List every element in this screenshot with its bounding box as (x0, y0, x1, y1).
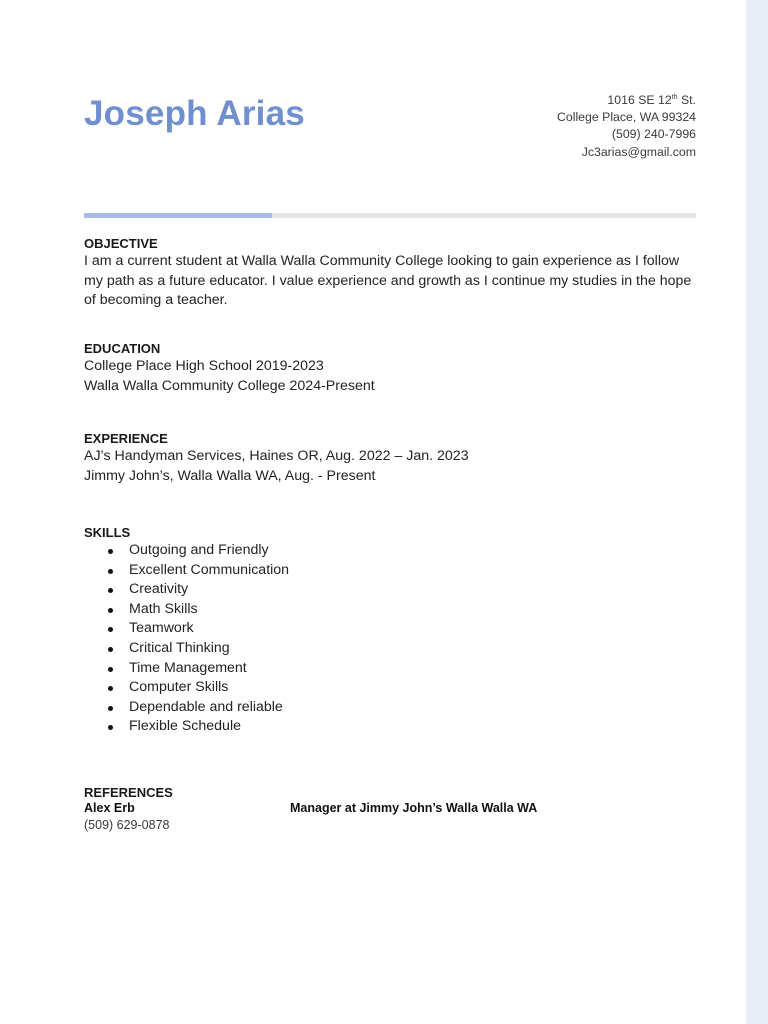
skill-item: Time Management (84, 659, 696, 679)
bullet-icon (108, 549, 113, 554)
reference-name: Alex Erb (84, 801, 135, 815)
skill-item: Outgoing and Friendly (84, 541, 696, 561)
education-item: Walla Walla Community College 2024-Present (84, 377, 375, 394)
contact-block (557, 92, 696, 161)
bullet-icon (108, 686, 113, 691)
bullet-icon (108, 647, 113, 652)
experience-item: Jimmy John’s, Walla Walla WA, Aug. - Present (84, 467, 376, 484)
references-section (84, 784, 696, 844)
skill-item: Excellent Communication (84, 561, 696, 581)
education-section (84, 340, 696, 396)
skill-item: Dependable and reliable (84, 698, 696, 718)
objective-text: I am a current student at Walla Walla Community College looking to gain experience as I follow my path as a future educator. I value experience and growth as I continue my studies in the hope of becoming a teacher. (84, 253, 692, 308)
reference-title: Manager at Jimmy John’s Walla Walla WA (290, 801, 538, 815)
resume-name: Joseph Arias (84, 94, 305, 133)
skill-item: Creativity (84, 580, 696, 600)
objective-heading: OBJECTIVE (84, 236, 158, 251)
contact-phone: (509) 240-7996 (611, 127, 696, 142)
experience-item: AJ’s Handyman Services, Haines OR, Aug. 2022 – Jan. 2023 (84, 448, 469, 464)
skill-item: Critical Thinking (84, 639, 696, 659)
bullet-icon (108, 608, 113, 613)
bullet-icon (108, 667, 113, 672)
experience-heading: EXPERIENCE (84, 431, 168, 446)
skills-list (84, 541, 696, 737)
contact-email: Jc3arias@gmail.com (581, 144, 696, 159)
address-number: 1016 SE 12 (607, 93, 672, 107)
resume-page (84, 0, 696, 1024)
contact-address (557, 92, 696, 109)
skill-item: Flexible Schedule (84, 717, 696, 737)
address-suffix: th (671, 94, 678, 101)
reference-phone: (509) 629-0878 (84, 818, 170, 832)
bullet-icon (108, 588, 113, 593)
bullet-icon (108, 627, 113, 632)
objective-section (84, 235, 696, 311)
experience-section (84, 430, 696, 486)
skill-item: Teamwork (84, 619, 696, 639)
education-heading: EDUCATION (84, 341, 161, 356)
divider-accent (84, 213, 272, 218)
references-heading: REFERENCES (84, 785, 173, 800)
bullet-icon (108, 569, 113, 574)
side-strip (746, 0, 768, 1024)
skills-section (84, 524, 696, 737)
address-street: St. (677, 93, 696, 107)
education-item: College Place High School 2019-2023 (84, 358, 324, 374)
contact-city: College Place, WA 99324 (557, 110, 696, 125)
header-divider (84, 213, 696, 218)
bullet-icon (108, 725, 113, 730)
skill-item: Computer Skills (84, 678, 696, 698)
skills-heading: SKILLS (84, 525, 131, 540)
bullet-icon (108, 706, 113, 711)
skill-item: Math Skills (84, 600, 696, 620)
